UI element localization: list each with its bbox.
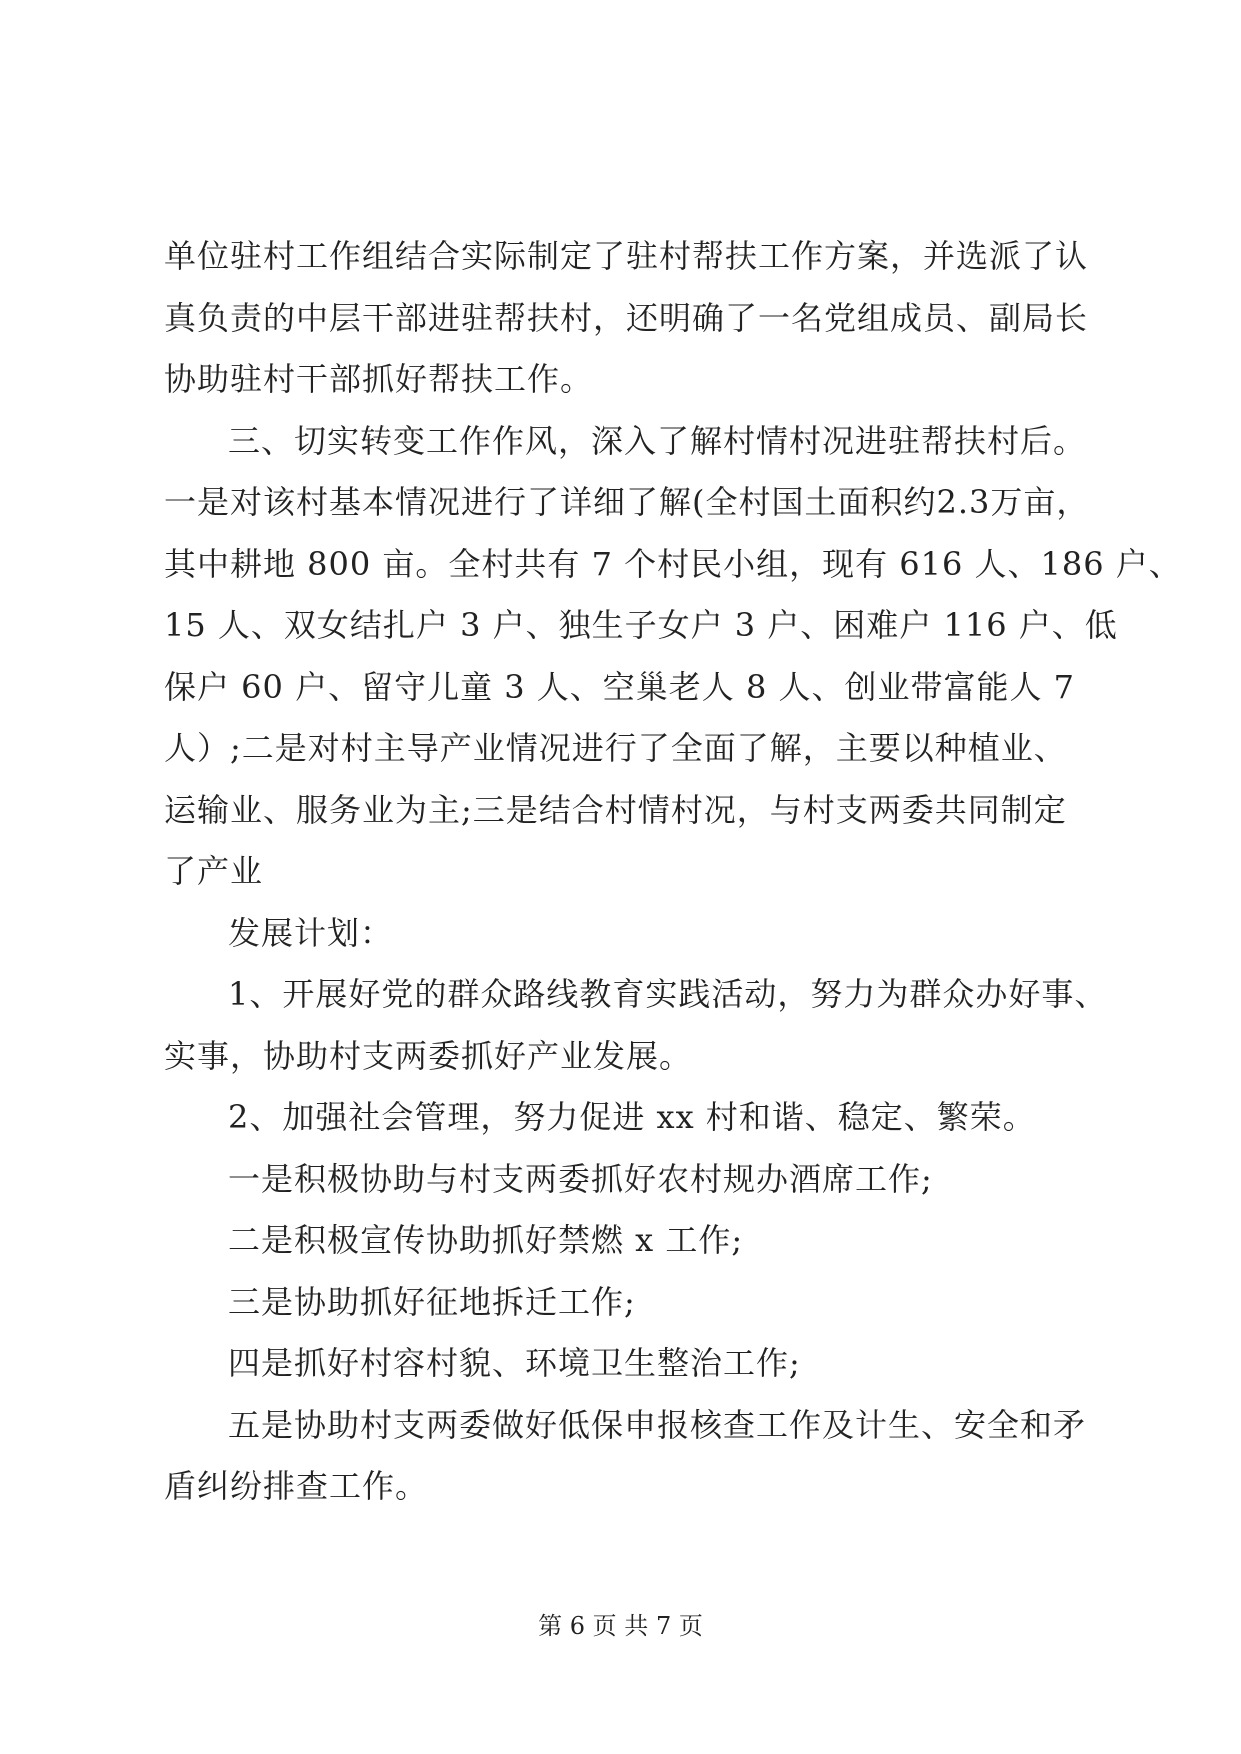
text-line: 一是对该村基本情况进行了详细了解(全村国土面积约2.3万亩，	[164, 483, 1090, 521]
text-line: 了产业	[164, 852, 264, 890]
text-line: 五是协助村支两委做好低保申报核查工作及计生、安全和矛	[228, 1405, 1087, 1444]
text-line: 其中耕地 800 亩。全村共有 7 个村民小组，现有 616 人、186 户、	[164, 544, 1182, 583]
text-line: 协助驻村干部抓好帮扶工作。	[164, 360, 594, 398]
page-number-footer: 第 6 页 共 7 页	[538, 1612, 703, 1640]
text-line: 15 人、双女结扎户 3 户、独生子女户 3 户、困难户 116 户、低	[164, 606, 1118, 644]
text-line: 二是积极宣传协助抓好禁燃 x 工作;	[228, 1221, 744, 1259]
text-line: 发展计划：	[228, 913, 394, 952]
text-line: 单位驻村工作组结合实际制定了驻村帮扶工作方案，并选派了认	[164, 237, 1089, 275]
text-line: 1、开展好党的群众路线教育实践活动，努力为群众办好事、	[228, 975, 1108, 1013]
text-line: 盾纠纷排查工作。	[164, 1467, 429, 1505]
text-line: 三是协助抓好征地拆迁工作;	[228, 1282, 636, 1321]
text-line: 三、切实转变工作作风，深入了解村情村况进驻帮扶村后。	[228, 421, 1087, 460]
text-line: 保户 60 户、留守儿童 3 人、空巢老人 8 人、创业带富能人 7	[164, 667, 1076, 706]
text-line: 四是抓好村容村貌、环境卫生整治工作;	[228, 1344, 801, 1382]
document-body	[164, 226, 1182, 1518]
text-line: 运输业、服务业为主;三是结合村情村况，与村支两委共同制定	[164, 790, 1067, 829]
text-line: 真负责的中层干部进驻帮扶村，还明确了一名党组成员、副局长	[164, 298, 1089, 337]
text-line: 实事，协助村支两委抓好产业发展。	[164, 1036, 693, 1075]
text-line: 一是积极协助与村支两委抓好农村规办酒席工作;	[228, 1159, 933, 1198]
text-line: 人）;二是对村主导产业情况进行了全面了解，主要以种植业、	[164, 729, 1067, 767]
text-line: 2、加强社会管理，努力促进 xx 村和谐、稳定、繁荣。	[228, 1098, 1036, 1136]
